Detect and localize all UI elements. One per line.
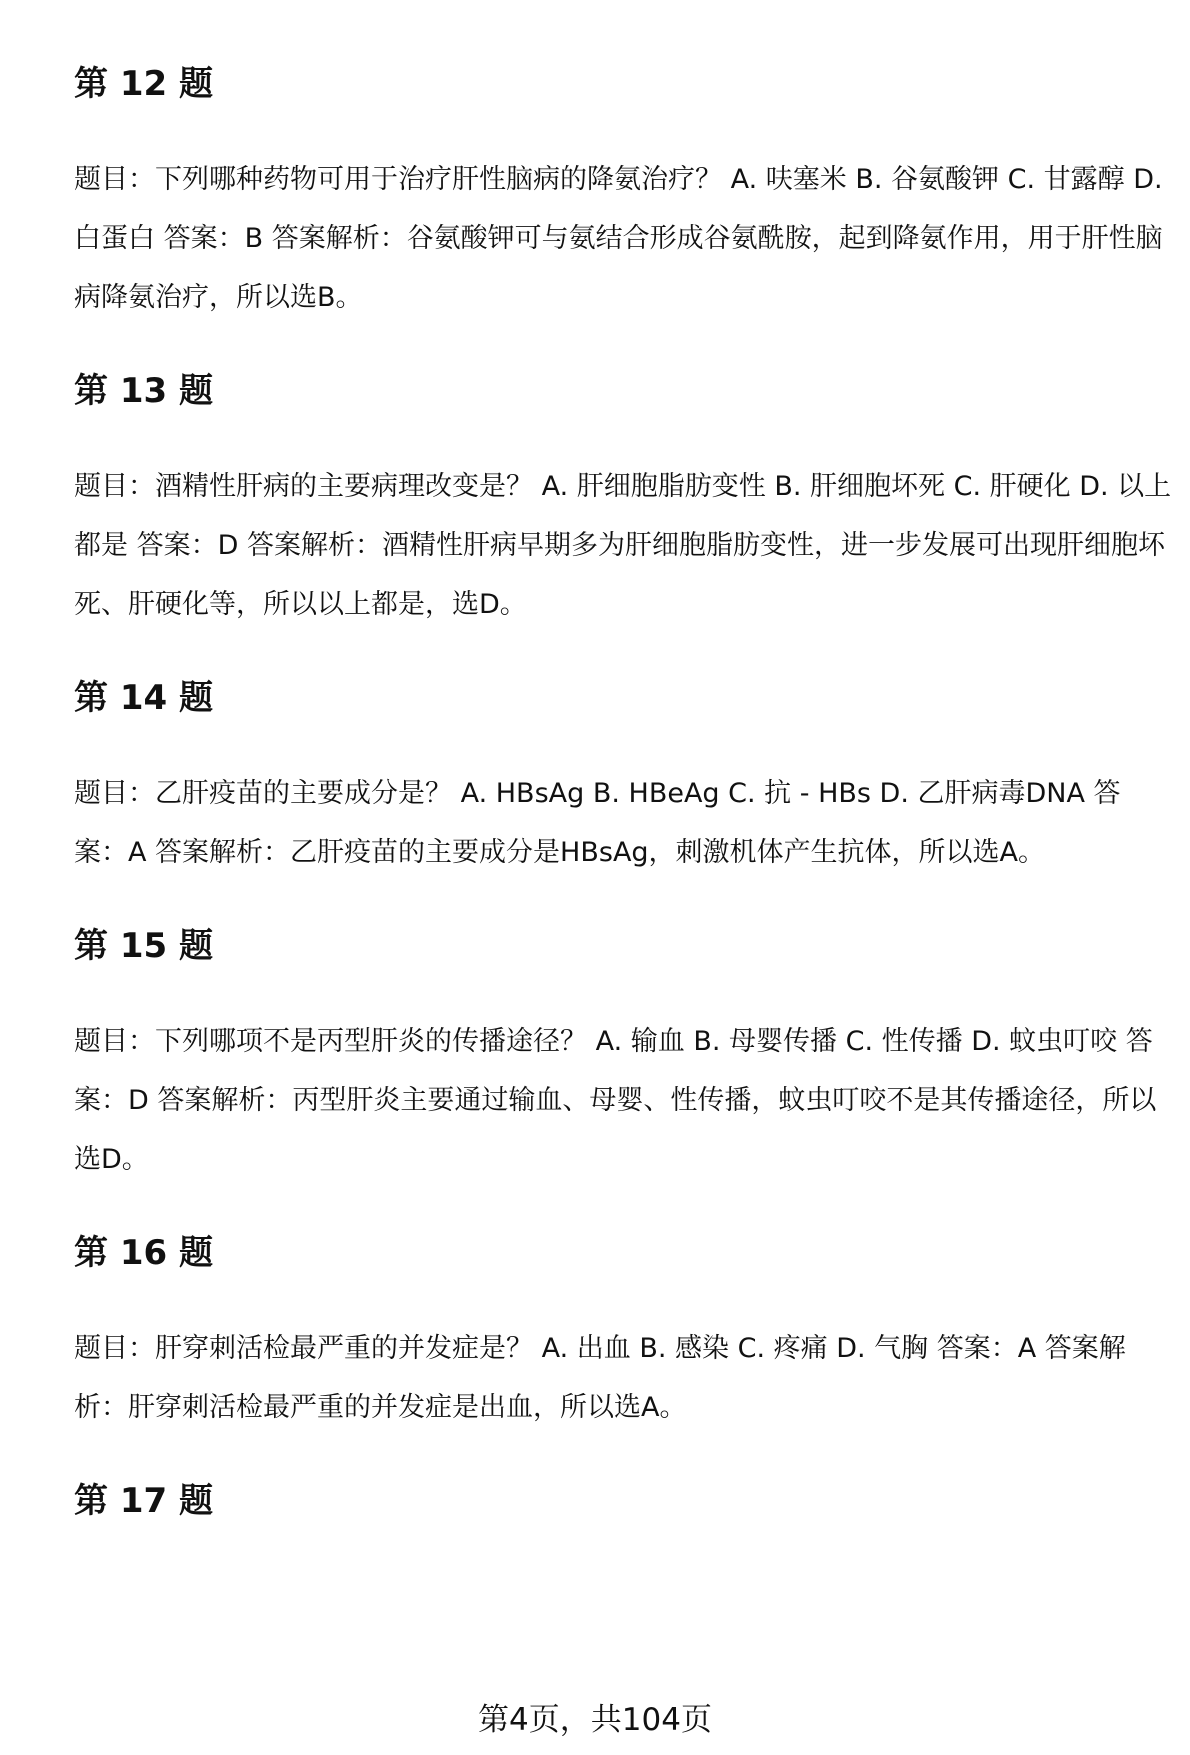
question-body: 题目：酒精性肝病的主要病理改变是？ A. 肝细胞脂肪变性 B. 肝细胞坏死 C. 肝硬化 D. 以上都是 答案：D 答案解析：酒精性肝病早期多为肝细胞脂肪变性，进一步发展可出现肝细胞坏死、肝硬化等，所以以上都是，选D。 xyxy=(74,471,1172,620)
question-body: 题目：肝穿刺活检最严重的并发症是？ A. 出血 B. 感染 C. 疼痛 D. 气胸 答案：A 答案解析：肝穿刺活检最严重的并发症是出血，所以选A。 xyxy=(74,1333,1126,1423)
question-16 xyxy=(74,1231,1174,1437)
question-heading: 第 15 题 xyxy=(74,926,213,966)
page-number: 第4页，共104页 xyxy=(478,1702,712,1738)
question-17 xyxy=(74,1479,1174,1523)
question-heading: 第 13 题 xyxy=(74,371,213,411)
question-12 xyxy=(74,62,1174,327)
question-15 xyxy=(74,924,1174,1189)
questions-list xyxy=(74,62,1174,1567)
question-body: 题目：下列哪种药物可用于治疗肝性脑病的降氨治疗？ A. 呋塞米 B. 谷氨酸钾 C. 甘露醇 D. 白蛋白 答案：B 答案解析：谷氨酸钾可与氨结合形成谷氨酰胺，起到降氨作用，用于肝性脑病降氨治疗，所以选B。 xyxy=(74,164,1163,313)
question-14 xyxy=(74,676,1174,882)
question-body: 题目：下列哪项不是丙型肝炎的传播途径？ A. 输血 B. 母婴传播 C. 性传播 D. 蚊虫叮咬 答案：D 答案解析：丙型肝炎主要通过输血、母婴、性传播，蚊虫叮咬不是其传播途径，所以选D。 xyxy=(74,1026,1157,1175)
question-13 xyxy=(74,369,1174,634)
question-heading: 第 14 题 xyxy=(74,678,213,718)
question-heading: 第 16 题 xyxy=(74,1233,213,1273)
question-body: 题目：乙肝疫苗的主要成分是？ A. HBsAg B. HBeAg C. 抗 - HBs D. 乙肝病毒DNA 答案：A 答案解析：乙肝疫苗的主要成分是HBsAg，刺激机体产生抗体，所以选A。 xyxy=(74,778,1121,868)
question-heading: 第 12 题 xyxy=(74,64,213,104)
question-heading: 第 17 题 xyxy=(74,1481,213,1521)
